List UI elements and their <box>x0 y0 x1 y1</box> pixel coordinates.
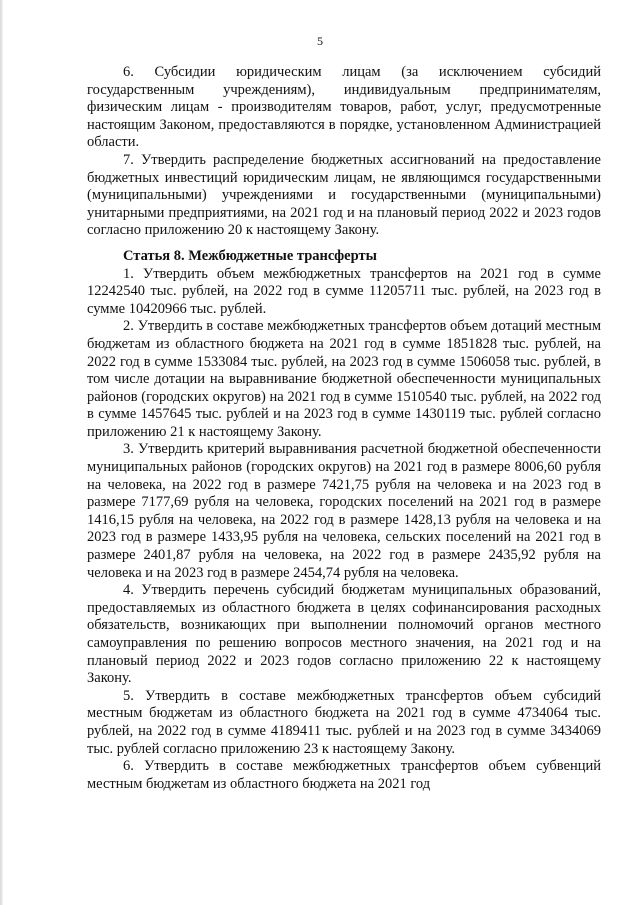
document-body <box>87 64 601 793</box>
article-heading: Статья 8. Межбюджетные трансферты <box>123 247 377 264</box>
article-item-1: 1. Утвердить объем межбюджетных трансфертов на 2021 год в сумме 12242540 тыс. рублей, на 2022 год в сумме 11205711 тыс. рублей, на 2023 год в сумме 10420966 тыс. рублей. <box>87 265 601 317</box>
article-item-2: 2. Утвердить в составе межбюджетных трансфертов объем дотаций местным бюджетам из областного бюджета на 2021 год в сумме 1851828 тыс. рублей, на 2022 год в сумме 1533084 тыс. рублей, на 2023 год в сумме 1506058 тыс. рублей, в том числе дотации на выравнивание бюджетной обеспеченности муниципальных районов (городских округов) на 2021 год в сумме 1510540 тыс. рублей, на 2022 год в сумме 1457645 тыс. рублей и на 2023 год в сумме 1430119 тыс. рублей согласно приложению 21 к настоящему Закону. <box>87 318 601 440</box>
article-item-5: 5. Утвердить в составе межбюджетных трансфертов объем субсидий местным бюджетам из областного бюджета на 2021 год в сумме 4734064 тыс. рублей, на 2022 год в сумме 4189411 тыс. рублей и на 2023 год в сумме 3434069 тыс. рублей согласно приложению 23 к настоящему Закону. <box>87 687 601 757</box>
article-item-6: 6. Утвердить в составе межбюджетных трансфертов объем субвенций местным бюджетам из областного бюджета на 2021 год <box>87 758 601 792</box>
page-number: 5 <box>317 34 323 48</box>
paragraph-subsidies: 6. Субсидии юридическим лицам (за исключением субсидий государственным учреждениям), индивидуальным предпринимателям, физическим лицам - производителям товаров, работ, услуг, предусмотренные настоящим Законом, предоставляются в порядке, установленном Администрацией области. <box>87 64 601 151</box>
article-item-3: 3. Утвердить критерий выравнивания расчетной бюджетной обеспеченности муниципальных районов (городских округов) на 2021 год в размере 8006,60 рубля на человека, на 2022 год в размере 7421,75 рубля на человека и на 2023 год в размере 7177,69 рубля на человека, городских поселений на 2021 год в размере 1416,15 рубля на человека, на 2022 год в размере 1428,13 рубля на человека и на 2023 год в размере 1433,95 рубля на человека, сельских поселений на 2021 год в размере 2401,87 рубля на человека, на 2022 год в размере 2435,92 рубля на человека и на 2023 год в размере 2454,74 рубля на человека. <box>87 441 601 581</box>
paragraph-investments: 7. Утвердить распределение бюджетных ассигнований на предоставление бюджетных инвестиций юридическим лицам, не являющимся государственными (муниципальными) учреждениями и государственными (муниципальными) унитарными предприятиями, на 2021 год и на плановый период 2022 и 2023 годов согласно приложению 20 к настоящему Закону. <box>87 151 601 239</box>
article-item-4: 4. Утвердить перечень субсидий бюджетам муниципальных образований, предоставляемых из областного бюджета в целях софинансирования расходных обязательств, возникающих при выполнении полномочий органов местного самоуправления по решению вопросов местного значения, на 2021 год и на плановый период 2022 и 2023 годов согласно приложению 22 к настоящему Закону. <box>87 582 601 687</box>
page-edge <box>0 0 3 905</box>
